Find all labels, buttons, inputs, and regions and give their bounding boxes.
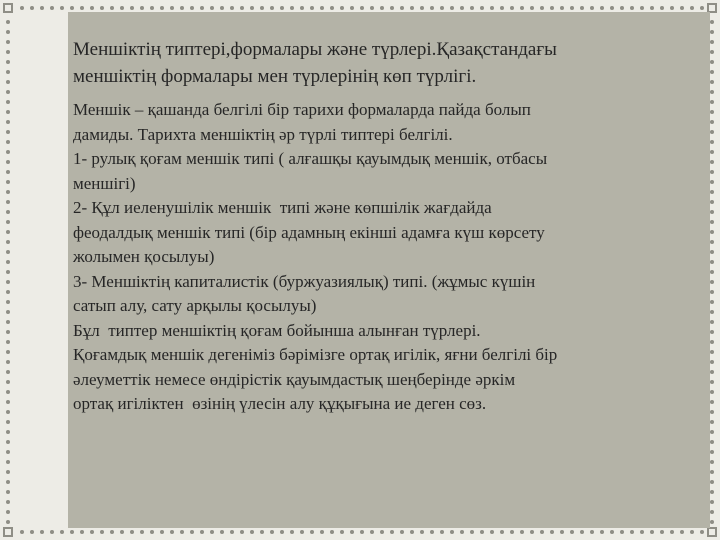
frame-dot [6,310,10,314]
frame-dot [710,470,714,474]
frame-dot [6,300,10,304]
frame-dot [710,430,714,434]
frame-dot [420,530,424,534]
frame-dot [190,6,194,10]
frame-dot [260,530,264,534]
frame-dot [100,530,104,534]
frame-dot [170,6,174,10]
frame-dot [460,530,464,534]
frame-dot [610,6,614,10]
frame-dot [710,70,714,74]
frame-dot [200,6,204,10]
frame-dot [6,440,10,444]
frame-dot [590,6,594,10]
frame-dot [6,120,10,124]
frame-dot [330,530,334,534]
frame-dot [710,420,714,424]
frame-dot [500,6,504,10]
frame-dot [470,6,474,10]
frame-dot [250,530,254,534]
frame-dot [6,420,10,424]
frame-dot [70,6,74,10]
frame-dot [450,530,454,534]
frame-dot [710,250,714,254]
frame-dot [600,530,604,534]
frame-dot [410,530,414,534]
frame-dot [110,530,114,534]
frame-dot [20,6,24,10]
frame-dot [710,110,714,114]
frame-dot [6,20,10,24]
frame-dot [710,370,714,374]
frame-dot [570,530,574,534]
frame-dot [320,6,324,10]
frame-dot [150,530,154,534]
frame-dot [700,6,704,10]
frame-dot [6,500,10,504]
frame-dot [340,6,344,10]
frame-dot [290,6,294,10]
frame-dot [540,530,544,534]
frame-dot [80,6,84,10]
frame-dot [6,170,10,174]
frame-dot [710,350,714,354]
frame-dot [280,6,284,10]
frame-dot [6,430,10,434]
frame-dot [710,230,714,234]
body-line: Қоғамдық меншік дегеніміз бәрімізге ортақ игілік, яғни белгілі бір [73,345,558,364]
frame-dot [710,330,714,334]
frame-dot [710,90,714,94]
frame-dot [440,6,444,10]
frame-dot [6,350,10,354]
frame-dot [6,50,10,54]
frame-dot [710,460,714,464]
frame-dot [150,6,154,10]
body-line: сатып алу, сату арқылы қосылуы) [73,296,317,315]
frame-dot [6,370,10,374]
frame-dot [380,6,384,10]
frame-dot [6,80,10,84]
body-line: Бұл типтер меншіктің қоғам бойынша алынған түрлері. [73,320,481,340]
slide-title: Меншіктің типтері,формалары және түрлері.Қазақстандағы меншіктің формалары мен түрлерінің көп түрлігі. [73,39,557,87]
frame-dot [140,6,144,10]
frame-dot [510,6,514,10]
frame-dot [710,190,714,194]
frame-dot [180,6,184,10]
frame-dot [460,6,464,10]
frame-dot [710,130,714,134]
frame-dot [710,360,714,364]
frame-dot [530,530,534,534]
frame-dot [690,6,694,10]
frame-dot [630,530,634,534]
frame-dot [710,260,714,264]
frame-dot [50,6,54,10]
frame-dot [710,520,714,524]
frame-dot [6,140,10,144]
frame-dot [6,60,10,64]
body-line: Меншік – қашанда белгілі бір тарихи формаларда пайда болып [73,100,531,119]
body-line: меншігі) [73,173,136,193]
frame-dot [6,270,10,274]
frame-dot [110,6,114,10]
frame-dot [710,280,714,284]
frame-dot [370,6,374,10]
frame-dot [660,6,664,10]
frame-dot [510,530,514,534]
frame-dot [710,310,714,314]
frame-dot [6,130,10,134]
frame-dot [710,340,714,344]
frame-dot [400,6,404,10]
frame-dot [450,6,454,10]
frame-dot [350,530,354,534]
frame-dot [300,530,304,534]
frame-dot [710,20,714,24]
frame-dot [6,400,10,404]
frame-dot [710,40,714,44]
frame-dot [6,40,10,44]
frame-dot [6,200,10,204]
frame-dot [6,190,10,194]
frame-dot [700,530,704,534]
frame-dot [290,530,294,534]
frame-dot [100,6,104,10]
frame-dot [6,180,10,184]
frame-dot [710,60,714,64]
frame-dot [710,170,714,174]
frame-dot [6,150,10,154]
frame-corner [3,3,13,13]
frame-dot [260,6,264,10]
frame-dot [6,210,10,214]
frame-dot [170,530,174,534]
body-line: 2- Құл иеленушілік меншік типі және көпшілік жағдайда [73,198,492,217]
frame-dot [6,390,10,394]
frame-dot [40,530,44,534]
frame-dot [60,530,64,534]
frame-dot [240,6,244,10]
frame-dot [560,530,564,534]
frame-dot [180,530,184,534]
frame-dot [680,6,684,10]
frame-dot [70,530,74,534]
frame-dot [6,380,10,384]
frame-dot [520,530,524,534]
frame-dot [270,530,274,534]
frame-dot [330,6,334,10]
frame-dot [6,250,10,254]
frame-dot [550,6,554,10]
frame-dot [6,30,10,34]
frame-dot [710,50,714,54]
frame-dot [410,6,414,10]
frame-dot [710,490,714,494]
frame-dot [40,6,44,10]
frame-dot [710,410,714,414]
frame-dot [710,210,714,214]
frame-dot [6,220,10,224]
frame-dot [220,530,224,534]
slide-body [73,98,698,417]
frame-dot [610,530,614,534]
frame-dot [710,160,714,164]
frame-dot [6,510,10,514]
frame-dot [710,440,714,444]
frame-dot [280,530,284,534]
frame-dot [120,530,124,534]
frame-dot [6,410,10,414]
frame-dot [380,530,384,534]
frame-dot [390,530,394,534]
frame-dot [320,530,324,534]
frame-dot [340,530,344,534]
frame-dot [640,530,644,534]
frame-dot [670,6,674,10]
frame-dot [580,530,584,534]
frame-dot [90,6,94,10]
frame-dot [440,530,444,534]
frame-dot [6,330,10,334]
frame-dot [60,6,64,10]
frame-dot [230,6,234,10]
frame-dot [6,340,10,344]
frame-dot [710,380,714,384]
frame-dot [6,70,10,74]
frame-dot [620,530,624,534]
frame-dot [490,530,494,534]
frame-dot [530,6,534,10]
frame-dot [710,30,714,34]
frame-dot [6,280,10,284]
frame-dot [670,530,674,534]
frame-dot [710,500,714,504]
frame-dot [430,6,434,10]
frame-dot [710,270,714,274]
frame-dot [520,6,524,10]
frame-dot [220,6,224,10]
frame-dot [130,6,134,10]
frame-dot [360,530,364,534]
frame-dot [650,6,654,10]
frame-dot [480,530,484,534]
frame-dot [710,320,714,324]
frame-dot [240,530,244,534]
frame-dot [660,530,664,534]
frame-dot [690,530,694,534]
frame-dot [540,6,544,10]
frame-dot [360,6,364,10]
frame-dot [430,530,434,534]
frame-dot [710,400,714,404]
frame-dot [6,110,10,114]
frame-dot [140,530,144,534]
frame-dot [630,6,634,10]
frame-dot [550,530,554,534]
frame-corner [707,527,717,537]
frame-dot [710,510,714,514]
frame-dot [620,6,624,10]
frame-dot [6,480,10,484]
frame-dot [350,6,354,10]
frame-dot [270,6,274,10]
frame-dot [500,530,504,534]
frame-dot [50,530,54,534]
body-line: 3- Меншіктің капиталистік (буржуазиялық) типі. (жұмыс күшін [73,271,536,291]
frame-dot [190,530,194,534]
frame-dot [490,6,494,10]
frame-dot [710,220,714,224]
frame-dot [420,6,424,10]
frame-dot [710,150,714,154]
body-line: әлеуметтік немесе өндірістік қауымдастық шеңберінде әркім [73,369,516,389]
frame-dot [120,6,124,10]
frame-dot [160,530,164,534]
frame-dot [710,390,714,394]
frame-dot [230,530,234,534]
frame-dot [570,6,574,10]
frame-corner [3,527,13,537]
frame-dot [710,140,714,144]
frame-dot [370,530,374,534]
frame-dot [560,6,564,10]
frame-dot [6,230,10,234]
frame-dot [130,530,134,534]
body-line: феодалдық меншік типі (бір адамның екінші адамға күш көрсету [73,222,545,242]
body-line: 1- рулық қоғам меншік типі ( алғашқы қауымдық меншік, отбасы [73,149,548,168]
frame-dot [710,180,714,184]
frame-dot [710,200,714,204]
frame-dot [580,6,584,10]
frame-dot [590,530,594,534]
frame-dot [600,6,604,10]
frame-dot [300,6,304,10]
frame-dot [640,6,644,10]
frame-dot [20,530,24,534]
frame-dot [710,80,714,84]
frame-dot [250,6,254,10]
frame-dot [6,490,10,494]
frame-dot [710,300,714,304]
frame-dot [6,90,10,94]
frame-dot [470,530,474,534]
frame-dot [6,100,10,104]
frame-dot [6,520,10,524]
frame-dot [680,530,684,534]
frame-dot [710,120,714,124]
frame-dot [210,6,214,10]
frame-dot [6,240,10,244]
frame-dot [160,6,164,10]
frame-dot [200,530,204,534]
frame-dot [710,450,714,454]
body-line: дамиды. Тарихта меншіктің әр түрлі типтері белгілі. [73,124,453,144]
frame-dot [710,480,714,484]
frame-dot [710,290,714,294]
frame-dot [6,360,10,364]
frame-dot [390,6,394,10]
frame-dot [6,470,10,474]
frame-dot [6,160,10,164]
body-line: жолымен қосылуы) [73,247,215,266]
frame-dot [80,530,84,534]
frame-dot [6,450,10,454]
frame-dot [6,290,10,294]
frame-dot [90,530,94,534]
body-line: ортақ игіліктен өзінің үлесін алу құқығына ие деген сөз. [73,394,487,413]
frame-dot [400,530,404,534]
frame-dot [210,530,214,534]
frame-dot [310,6,314,10]
frame-dot [30,530,34,534]
frame-dot [6,260,10,264]
frame-dot [310,530,314,534]
frame-dot [710,100,714,104]
frame-dot [480,6,484,10]
frame-dot [6,320,10,324]
frame-dot [6,460,10,464]
frame-dot [30,6,34,10]
frame-dot [710,240,714,244]
frame-dot [650,530,654,534]
